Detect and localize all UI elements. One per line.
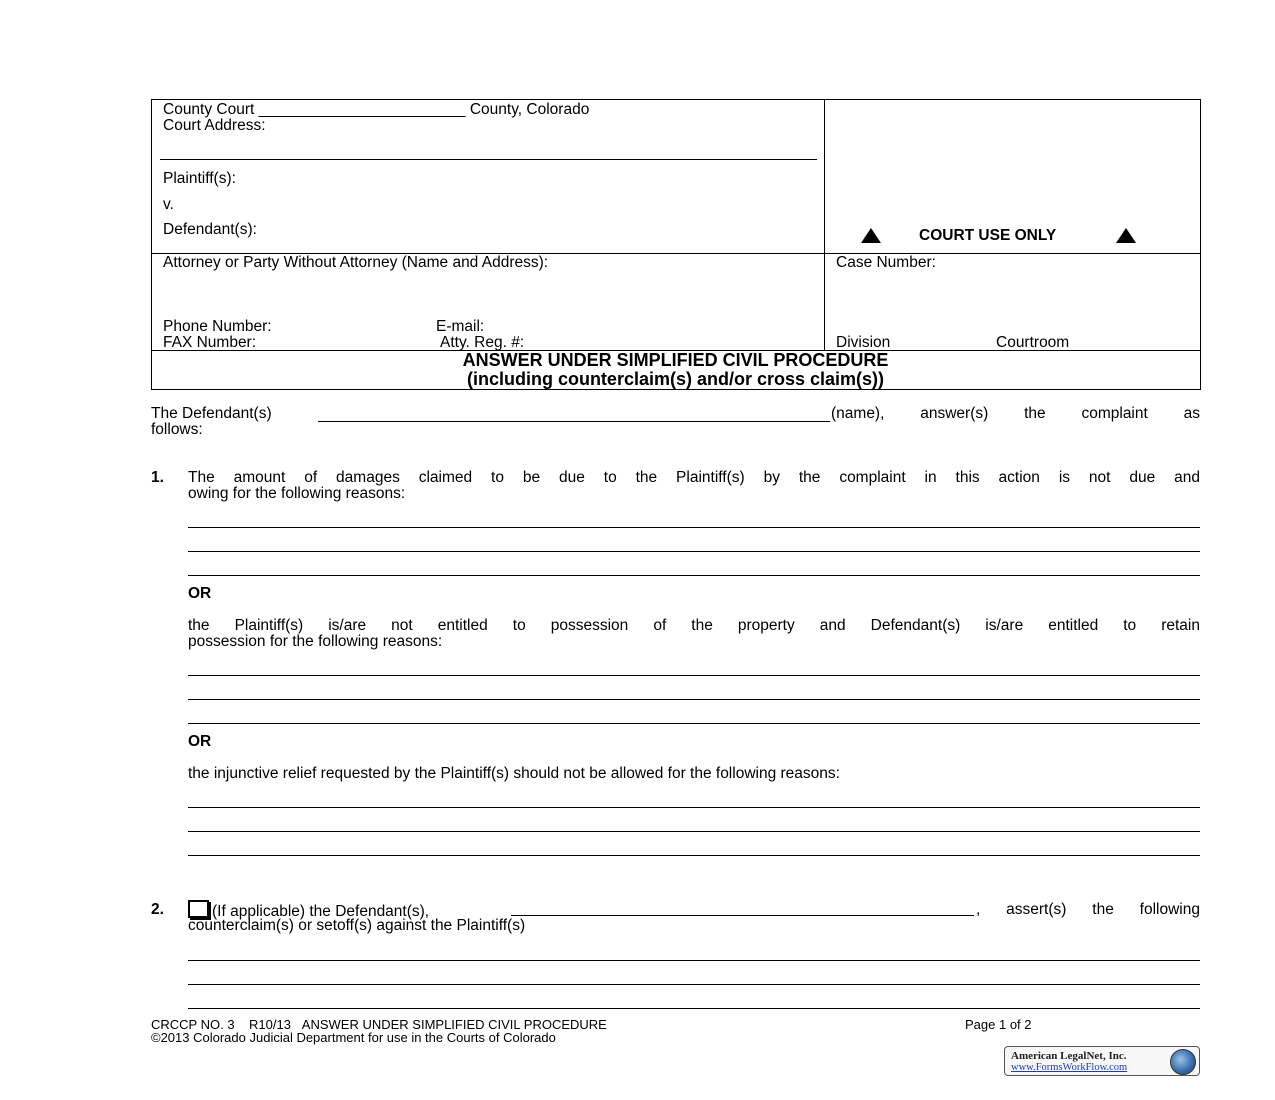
court-address-label: Court Address: — [163, 117, 266, 134]
item-2-suffix: , assert(s) the following — [976, 901, 1200, 918]
logo-company-name: American LegalNet, Inc. — [1011, 1050, 1127, 1062]
reason-line[interactable] — [188, 675, 1200, 676]
item-2-line2: counterclaim(s) or setoff(s) against the Plaintiff(s) — [188, 917, 526, 934]
caption-divider-vertical — [824, 99, 825, 350]
logo-url-link[interactable]: www.FormsWorkFlow.com — [1011, 1062, 1128, 1073]
case-number-label: Case Number: — [836, 254, 936, 271]
attorney-label: Attorney or Party Without Attorney (Name and Address): — [163, 254, 549, 271]
triangle-up-icon — [1116, 228, 1136, 243]
counterclaim-checkbox[interactable] — [188, 900, 209, 918]
courtroom-label: Courtroom — [996, 334, 1070, 351]
reason-line[interactable] — [188, 551, 1200, 552]
reason-line[interactable] — [188, 699, 1200, 700]
item-2-number: 2. — [151, 901, 164, 918]
plaintiffs-label: Plaintiff(s): — [163, 170, 236, 187]
counterclaim-defendant-field[interactable] — [511, 915, 974, 916]
item-1-text: The amount of damages claimed to be due to the Plaintiff(s) by the complaint in this action is not due and — [188, 469, 1200, 486]
reason-line[interactable] — [188, 723, 1200, 724]
reason-line[interactable] — [188, 575, 1200, 576]
legalnet-logo[interactable] — [1004, 1046, 1200, 1076]
email-label: E-mail: — [436, 318, 485, 335]
defendant-name-field[interactable] — [318, 421, 830, 422]
reason-line[interactable] — [188, 855, 1200, 856]
reason-line[interactable] — [188, 807, 1200, 808]
county-name-field[interactable]: ________________________ — [258, 101, 466, 118]
possession-text: the Plaintiff(s) is/are not entitled to possession of the property and Defendant(s) is/are entitled to retain — [188, 617, 1200, 634]
counterclaim-line[interactable] — [188, 1008, 1200, 1009]
globe-icon — [1170, 1049, 1196, 1075]
footer-form-id: CRCCP NO. 3 R10/13 ANSWER UNDER SIMPLIFIED CIVIL PROCEDURE — [151, 1017, 607, 1032]
division-label: Division — [836, 334, 891, 351]
court-address-line — [160, 159, 817, 160]
form-subtitle: (including counterclaim(s) and/or cross claim(s)) — [466, 369, 885, 389]
or-label: OR — [188, 733, 212, 750]
intro-line2: follows: — [151, 421, 203, 438]
item-1-text-line2: owing for the following reasons: — [188, 485, 406, 502]
reason-line[interactable] — [188, 527, 1200, 528]
county-court-label: County Court ________________________ County, Colorado — [163, 101, 590, 118]
fax-label: FAX Number: — [163, 334, 257, 351]
court-use-only-label: COURT USE ONLY — [919, 227, 1057, 244]
counterclaim-line[interactable] — [188, 960, 1200, 961]
form-title: ANSWER UNDER SIMPLIFIED CIVIL PROCEDURE — [462, 350, 889, 370]
or-label: OR — [188, 585, 212, 602]
item-1-number: 1. — [151, 469, 164, 486]
injunctive-text: the injunctive relief requested by the Plaintiff(s) should not be allowed for the following reasons: — [188, 765, 840, 782]
intro-suffix: (name), answer(s) the complaint as — [831, 405, 1200, 422]
possession-text-line2: possession for the following reasons: — [188, 633, 443, 650]
intro-prefix: The Defendant(s) — [151, 405, 272, 422]
versus-label: v. — [163, 196, 174, 213]
triangle-up-icon — [861, 228, 881, 243]
phone-label: Phone Number: — [163, 318, 272, 335]
item-2-prefix: (If applicable) the Defendant(s), — [188, 900, 429, 920]
reason-line[interactable] — [188, 831, 1200, 832]
footer-copyright: ©2013 Colorado Judicial Department for use in the Courts of Colorado — [151, 1030, 556, 1045]
counterclaim-line[interactable] — [188, 984, 1200, 985]
atty-reg-label: Atty. Reg. #: — [440, 334, 525, 351]
footer-page-number: Page 1 of 2 — [965, 1017, 1032, 1032]
defendants-label: Defendant(s): — [163, 221, 257, 238]
